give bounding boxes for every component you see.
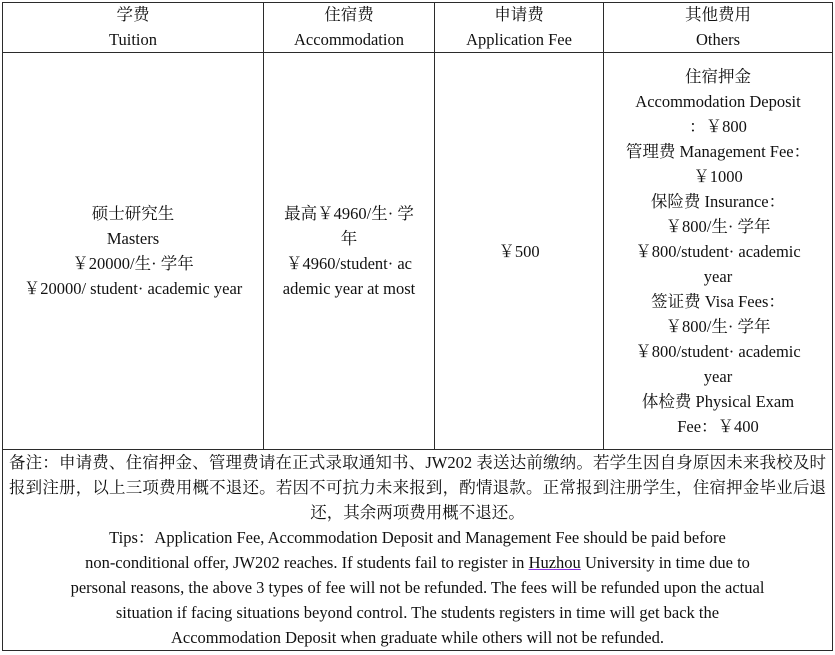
- header-accommodation-cn: 住宿费: [324, 5, 374, 24]
- tuition-line: Masters: [106, 229, 160, 248]
- others-line: Accommodation Deposit: [635, 91, 801, 111]
- others-line: 签证费 Visa Fees：: [651, 291, 785, 311]
- note-row: [3, 450, 833, 651]
- fee-row: [3, 53, 833, 450]
- others-line: ￥800/生· 学年: [665, 316, 771, 336]
- header-application-fee: [435, 3, 604, 53]
- tuition-line: ￥20000/生· 学年: [72, 254, 194, 273]
- header-accommodation: [264, 3, 435, 53]
- header-application-fee-en: Application Fee: [466, 29, 572, 49]
- note-english-line: personal reasons, the above 3 types of fee will not be refunded. The fees will be refunded upon the actual: [70, 578, 765, 597]
- note-english-fragment: non-conditional offer, JW202 reaches. If students fail to register in: [85, 553, 529, 572]
- tuition-cell: [3, 53, 264, 450]
- header-others-cn: 其他费用: [685, 5, 751, 24]
- others-line: 住宿押金: [685, 66, 751, 86]
- fee-table: [2, 2, 833, 651]
- accommodation-cell: [264, 53, 435, 450]
- note-english-line: [9, 550, 826, 575]
- others-line: ￥800/student· academic: [635, 241, 801, 261]
- accommodation-line: 最高￥4960/生· 学: [284, 204, 414, 223]
- note-english-fragment: University in time due to: [580, 553, 750, 572]
- note-english-line: Tips：Application Fee, Accommodation Deposit and Management Fee should be paid before: [109, 528, 726, 547]
- others-line: 保险费 Insurance：: [650, 191, 786, 211]
- others-line: ￥1000: [693, 166, 743, 186]
- others-line: ￥800/student· academic: [635, 341, 801, 361]
- application-fee-cell: [435, 53, 604, 450]
- tuition-line: 硕士研究生: [91, 204, 175, 223]
- others-line: year: [703, 366, 733, 386]
- note-english-line: Accommodation Deposit when graduate while others will not be refunded.: [170, 628, 665, 647]
- accommodation-line: ademic year at most: [282, 279, 416, 298]
- others-line: Fee：￥400: [677, 416, 759, 436]
- accommodation-line: ￥4960/student· ac: [285, 254, 412, 273]
- others-line: 管理费 Management Fee：: [625, 141, 811, 161]
- application-fee-value: ￥500: [498, 241, 540, 261]
- header-tuition: [3, 3, 264, 53]
- accommodation-line: 年: [340, 229, 358, 248]
- others-line: ￥800/生· 学年: [665, 216, 771, 236]
- header-others-en: Others: [696, 29, 740, 49]
- header-tuition-en: Tuition: [108, 29, 157, 49]
- others-line: ：￥800: [689, 116, 747, 136]
- note-english-line: situation if facing situations beyond control. The students registers in time will get back the: [115, 603, 720, 622]
- tuition-line: ￥20000/ student· academic year: [23, 279, 243, 298]
- header-tuition-cn: 学费: [116, 5, 150, 24]
- note-english-underlined: Huzhou: [528, 553, 581, 572]
- others-cell: [604, 53, 833, 450]
- note-chinese: 备注：申请费、住宿押金、管理费请在正式录取通知书、JW202 表送达前缴纳。若学生因自身原因未来我校及时报到注册，以上三项费用概不退还。若因不可抗力未来报到，酌情退款。正常报到注册学生，住宿押金毕业后退还，其余两项费用概不退还。: [9, 453, 826, 522]
- others-line: year: [703, 266, 733, 286]
- header-application-fee-cn: 申请费: [494, 5, 544, 24]
- header-others: [604, 3, 833, 53]
- header-accommodation-en: Accommodation: [294, 29, 404, 49]
- header-row: [3, 3, 833, 53]
- others-line: 体检费 Physical Exam: [641, 391, 795, 411]
- note-cell: [3, 450, 833, 651]
